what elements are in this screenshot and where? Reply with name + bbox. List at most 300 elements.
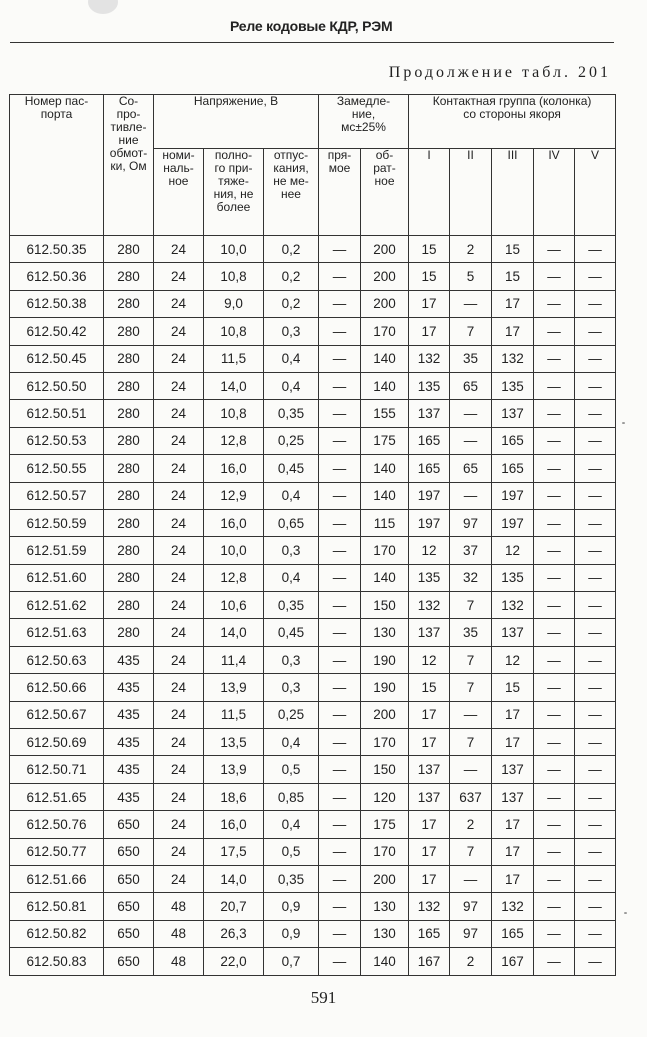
cell-delay-direct: — xyxy=(319,729,361,756)
cell-contact-col-1: 165 xyxy=(409,427,450,454)
cell-delay-direct: — xyxy=(319,592,361,619)
cell-passport-number: 612.50.66 xyxy=(10,674,104,701)
cell-delay-reverse: 170 xyxy=(361,318,409,345)
cell-contact-col-3: 165 xyxy=(492,427,534,454)
cell-contact-col-3: 137 xyxy=(492,783,534,810)
cell-contact-col-4: — xyxy=(534,729,575,756)
cell-voltage-nominal: 24 xyxy=(154,455,204,482)
cell-contact-col-3: 165 xyxy=(492,920,534,947)
cell-contact-col-2: 2 xyxy=(450,236,492,263)
cell-contact-col-3: 197 xyxy=(492,509,534,536)
cell-contact-col-1: 17 xyxy=(409,865,450,892)
cell-voltage-full-pickup: 14,0 xyxy=(204,372,264,399)
cell-contact-col-2: 2 xyxy=(450,948,492,975)
running-head: Реле кодовые КДР, РЭМ xyxy=(230,18,393,34)
cell-passport-number: 612.51.63 xyxy=(10,619,104,646)
cell-voltage-nominal: 48 xyxy=(154,948,204,975)
cell-resistance: 280 xyxy=(104,427,154,454)
table-row xyxy=(10,509,616,536)
cell-contact-col-1: 15 xyxy=(409,236,450,263)
cell-contact-col-1: 17 xyxy=(409,290,450,317)
table-row xyxy=(10,290,616,317)
cell-contact-col-5: — xyxy=(575,838,616,865)
cell-delay-direct: — xyxy=(319,509,361,536)
cell-contact-col-5: — xyxy=(575,537,616,564)
header-contact-col-3: III xyxy=(492,149,534,236)
cell-voltage-nominal: 24 xyxy=(154,619,204,646)
cell-contact-col-1: 12 xyxy=(409,537,450,564)
cell-delay-direct: — xyxy=(319,482,361,509)
cell-contact-col-4: — xyxy=(534,783,575,810)
table-continuation-label: Продолжение табл. 201 xyxy=(388,64,611,81)
cell-contact-col-3: 165 xyxy=(492,455,534,482)
cell-resistance: 280 xyxy=(104,509,154,536)
cell-voltage-full-pickup: 10,8 xyxy=(204,318,264,345)
cell-contact-col-4: — xyxy=(534,920,575,947)
cell-delay-direct: — xyxy=(319,811,361,838)
cell-delay-direct: — xyxy=(319,674,361,701)
cell-contact-col-4: — xyxy=(534,865,575,892)
cell-contact-col-2: 97 xyxy=(450,920,492,947)
cell-contact-col-1: 167 xyxy=(409,948,450,975)
cell-contact-col-5: — xyxy=(575,345,616,372)
table-row xyxy=(10,427,616,454)
cell-voltage-release: 0,35 xyxy=(264,592,319,619)
cell-contact-col-1: 135 xyxy=(409,372,450,399)
cell-delay-reverse: 190 xyxy=(361,646,409,673)
cell-contact-col-4: — xyxy=(534,482,575,509)
cell-contact-col-3: 167 xyxy=(492,948,534,975)
cell-resistance: 280 xyxy=(104,236,154,263)
cell-contact-col-2: — xyxy=(450,427,492,454)
scan-speck xyxy=(624,912,627,914)
cell-resistance: 435 xyxy=(104,729,154,756)
cell-voltage-release: 0,5 xyxy=(264,838,319,865)
cell-contact-col-2: 7 xyxy=(450,646,492,673)
cell-passport-number: 612.51.59 xyxy=(10,537,104,564)
cell-contact-col-5: — xyxy=(575,811,616,838)
cell-contact-col-3: 17 xyxy=(492,290,534,317)
cell-contact-col-2: 7 xyxy=(450,838,492,865)
cell-voltage-full-pickup: 13,5 xyxy=(204,729,264,756)
cell-voltage-release: 0,9 xyxy=(264,893,319,920)
header-voltage-nominal: номи- наль- ное xyxy=(154,149,204,236)
table-row xyxy=(10,729,616,756)
cell-contact-col-1: 17 xyxy=(409,701,450,728)
cell-delay-reverse: 175 xyxy=(361,427,409,454)
header-delay-direct: пря- мое xyxy=(319,149,361,236)
cell-contact-col-5: — xyxy=(575,619,616,646)
cell-contact-col-4: — xyxy=(534,838,575,865)
table-row xyxy=(10,893,616,920)
cell-delay-reverse: 155 xyxy=(361,400,409,427)
cell-delay-direct: — xyxy=(319,893,361,920)
cell-resistance: 280 xyxy=(104,290,154,317)
table-row xyxy=(10,372,616,399)
cell-contact-col-5: — xyxy=(575,920,616,947)
cell-contact-col-2: — xyxy=(450,701,492,728)
cell-contact-col-4: — xyxy=(534,345,575,372)
cell-resistance: 280 xyxy=(104,455,154,482)
cell-voltage-full-pickup: 14,0 xyxy=(204,865,264,892)
cell-voltage-full-pickup: 10,0 xyxy=(204,236,264,263)
cell-contact-col-2: 2 xyxy=(450,811,492,838)
cell-delay-direct: — xyxy=(319,564,361,591)
cell-contact-col-1: 132 xyxy=(409,893,450,920)
cell-delay-reverse: 200 xyxy=(361,263,409,290)
cell-contact-col-5: — xyxy=(575,318,616,345)
cell-contact-col-4: — xyxy=(534,674,575,701)
cell-delay-direct: — xyxy=(319,701,361,728)
cell-contact-col-2: 7 xyxy=(450,729,492,756)
cell-contact-col-5: — xyxy=(575,756,616,783)
table-row xyxy=(10,400,616,427)
cell-voltage-release: 0,45 xyxy=(264,455,319,482)
cell-delay-direct: — xyxy=(319,646,361,673)
cell-delay-reverse: 120 xyxy=(361,783,409,810)
cell-voltage-nominal: 24 xyxy=(154,674,204,701)
cell-resistance: 650 xyxy=(104,893,154,920)
cell-contact-col-5: — xyxy=(575,592,616,619)
cell-voltage-nominal: 24 xyxy=(154,646,204,673)
cell-contact-col-3: 137 xyxy=(492,400,534,427)
cell-contact-col-3: 135 xyxy=(492,372,534,399)
cell-contact-col-1: 135 xyxy=(409,564,450,591)
cell-contact-col-1: 15 xyxy=(409,263,450,290)
cell-contact-col-2: 35 xyxy=(450,619,492,646)
table-row xyxy=(10,236,616,263)
cell-contact-col-2: 65 xyxy=(450,372,492,399)
cell-voltage-release: 0,45 xyxy=(264,619,319,646)
cell-delay-reverse: 200 xyxy=(361,236,409,263)
cell-voltage-full-pickup: 13,9 xyxy=(204,756,264,783)
table-row xyxy=(10,345,616,372)
cell-contact-col-4: — xyxy=(534,646,575,673)
cell-contact-col-5: — xyxy=(575,263,616,290)
cell-contact-col-4: — xyxy=(534,948,575,975)
cell-passport-number: 612.50.63 xyxy=(10,646,104,673)
cell-delay-reverse: 170 xyxy=(361,537,409,564)
cell-contact-col-5: — xyxy=(575,482,616,509)
cell-delay-reverse: 170 xyxy=(361,729,409,756)
cell-voltage-full-pickup: 9,0 xyxy=(204,290,264,317)
cell-contact-col-3: 15 xyxy=(492,263,534,290)
table-row xyxy=(10,318,616,345)
cell-resistance: 650 xyxy=(104,920,154,947)
cell-voltage-full-pickup: 26,3 xyxy=(204,920,264,947)
cell-resistance: 280 xyxy=(104,592,154,619)
cell-contact-col-4: — xyxy=(534,427,575,454)
cell-passport-number: 612.50.59 xyxy=(10,509,104,536)
cell-voltage-full-pickup: 16,0 xyxy=(204,509,264,536)
cell-passport-number: 612.50.82 xyxy=(10,920,104,947)
relay-table xyxy=(9,94,616,976)
cell-voltage-release: 0,4 xyxy=(264,372,319,399)
cell-contact-col-1: 17 xyxy=(409,318,450,345)
cell-contact-col-1: 165 xyxy=(409,920,450,947)
cell-contact-col-3: 17 xyxy=(492,838,534,865)
table-row xyxy=(10,592,616,619)
header-delay-reverse: об- рат- ное xyxy=(361,149,409,236)
cell-contact-col-1: 17 xyxy=(409,729,450,756)
cell-resistance: 280 xyxy=(104,482,154,509)
cell-voltage-release: 0,65 xyxy=(264,509,319,536)
cell-resistance: 280 xyxy=(104,263,154,290)
table-row xyxy=(10,948,616,975)
cell-voltage-release: 0,4 xyxy=(264,482,319,509)
cell-voltage-release: 0,35 xyxy=(264,865,319,892)
cell-voltage-release: 0,2 xyxy=(264,290,319,317)
cell-resistance: 280 xyxy=(104,619,154,646)
cell-delay-direct: — xyxy=(319,318,361,345)
cell-voltage-full-pickup: 11,4 xyxy=(204,646,264,673)
cell-voltage-release: 0,4 xyxy=(264,811,319,838)
cell-voltage-full-pickup: 13,9 xyxy=(204,674,264,701)
cell-contact-col-1: 132 xyxy=(409,345,450,372)
cell-resistance: 435 xyxy=(104,701,154,728)
cell-contact-col-5: — xyxy=(575,701,616,728)
cell-voltage-full-pickup: 10,8 xyxy=(204,400,264,427)
cell-contact-col-2: 97 xyxy=(450,893,492,920)
header-contact-col-5: V xyxy=(575,149,616,236)
page-number: 591 xyxy=(310,988,337,1007)
cell-delay-reverse: 150 xyxy=(361,756,409,783)
cell-contact-col-2: — xyxy=(450,865,492,892)
cell-contact-col-5: — xyxy=(575,564,616,591)
cell-contact-col-3: 132 xyxy=(492,592,534,619)
cell-contact-col-2: 32 xyxy=(450,564,492,591)
cell-voltage-nominal: 24 xyxy=(154,701,204,728)
cell-delay-direct: — xyxy=(319,838,361,865)
cell-contact-col-3: 137 xyxy=(492,619,534,646)
table-row xyxy=(10,537,616,564)
scan-speck xyxy=(622,422,625,424)
cell-resistance: 280 xyxy=(104,537,154,564)
cell-contact-col-5: — xyxy=(575,236,616,263)
cell-passport-number: 612.50.38 xyxy=(10,290,104,317)
cell-contact-col-2: 7 xyxy=(450,674,492,701)
cell-delay-direct: — xyxy=(319,263,361,290)
cell-delay-direct: — xyxy=(319,372,361,399)
cell-voltage-nominal: 24 xyxy=(154,372,204,399)
cell-contact-col-5: — xyxy=(575,427,616,454)
header-voltage-release: отпус- кания, не ме- нее xyxy=(264,149,319,236)
cell-contact-col-3: 132 xyxy=(492,893,534,920)
header-contact-col-2: II xyxy=(450,149,492,236)
cell-voltage-full-pickup: 20,7 xyxy=(204,893,264,920)
cell-contact-col-4: — xyxy=(534,811,575,838)
cell-contact-col-2: 97 xyxy=(450,509,492,536)
cell-contact-col-1: 17 xyxy=(409,838,450,865)
cell-passport-number: 612.50.42 xyxy=(10,318,104,345)
cell-passport-number: 612.50.55 xyxy=(10,455,104,482)
page-corner-mark xyxy=(88,0,118,14)
cell-voltage-nominal: 24 xyxy=(154,482,204,509)
cell-delay-reverse: 175 xyxy=(361,811,409,838)
cell-contact-col-2: — xyxy=(450,756,492,783)
cell-resistance: 650 xyxy=(104,811,154,838)
cell-contact-col-3: 17 xyxy=(492,811,534,838)
cell-voltage-release: 0,25 xyxy=(264,701,319,728)
cell-voltage-release: 0,2 xyxy=(264,236,319,263)
cell-contact-col-5: — xyxy=(575,509,616,536)
cell-voltage-full-pickup: 11,5 xyxy=(204,701,264,728)
cell-delay-reverse: 140 xyxy=(361,564,409,591)
cell-contact-col-2: — xyxy=(450,290,492,317)
cell-passport-number: 612.50.81 xyxy=(10,893,104,920)
cell-voltage-full-pickup: 10,0 xyxy=(204,537,264,564)
cell-delay-direct: — xyxy=(319,236,361,263)
cell-voltage-nominal: 24 xyxy=(154,318,204,345)
cell-voltage-nominal: 24 xyxy=(154,838,204,865)
cell-delay-direct: — xyxy=(319,290,361,317)
cell-contact-col-2: 7 xyxy=(450,318,492,345)
table-row xyxy=(10,455,616,482)
cell-voltage-nominal: 24 xyxy=(154,564,204,591)
header-contact-col-1: I xyxy=(409,149,450,236)
cell-delay-reverse: 200 xyxy=(361,701,409,728)
cell-contact-col-3: 17 xyxy=(492,318,534,345)
cell-delay-reverse: 200 xyxy=(361,290,409,317)
cell-voltage-full-pickup: 16,0 xyxy=(204,455,264,482)
table-row xyxy=(10,674,616,701)
cell-resistance: 280 xyxy=(104,345,154,372)
cell-voltage-nominal: 24 xyxy=(154,509,204,536)
cell-delay-reverse: 150 xyxy=(361,592,409,619)
cell-voltage-nominal: 24 xyxy=(154,783,204,810)
cell-passport-number: 612.50.57 xyxy=(10,482,104,509)
cell-resistance: 650 xyxy=(104,838,154,865)
table-row xyxy=(10,865,616,892)
table-row xyxy=(10,701,616,728)
cell-contact-col-1: 165 xyxy=(409,455,450,482)
cell-contact-col-5: — xyxy=(575,948,616,975)
cell-contact-col-1: 137 xyxy=(409,619,450,646)
cell-contact-col-3: 15 xyxy=(492,674,534,701)
cell-delay-direct: — xyxy=(319,619,361,646)
header-rule xyxy=(10,42,614,43)
cell-delay-direct: — xyxy=(319,345,361,372)
cell-delay-direct: — xyxy=(319,865,361,892)
cell-contact-col-5: — xyxy=(575,455,616,482)
cell-voltage-nominal: 24 xyxy=(154,729,204,756)
cell-passport-number: 612.50.69 xyxy=(10,729,104,756)
cell-delay-reverse: 170 xyxy=(361,838,409,865)
cell-resistance: 280 xyxy=(104,318,154,345)
cell-contact-col-2: 37 xyxy=(450,537,492,564)
cell-contact-col-4: — xyxy=(534,263,575,290)
cell-resistance: 435 xyxy=(104,756,154,783)
cell-voltage-nominal: 24 xyxy=(154,236,204,263)
cell-resistance: 280 xyxy=(104,564,154,591)
cell-voltage-release: 0,25 xyxy=(264,427,319,454)
cell-delay-direct: — xyxy=(319,400,361,427)
table-row xyxy=(10,920,616,947)
cell-contact-col-4: — xyxy=(534,290,575,317)
cell-contact-col-3: 137 xyxy=(492,756,534,783)
cell-contact-col-3: 197 xyxy=(492,482,534,509)
cell-voltage-full-pickup: 12,8 xyxy=(204,427,264,454)
cell-contact-col-3: 12 xyxy=(492,646,534,673)
cell-resistance: 435 xyxy=(104,674,154,701)
cell-resistance: 435 xyxy=(104,783,154,810)
header-delay: Замедле- ние, мс±25% xyxy=(319,95,409,149)
cell-delay-reverse: 130 xyxy=(361,893,409,920)
cell-voltage-full-pickup: 18,6 xyxy=(204,783,264,810)
cell-delay-reverse: 140 xyxy=(361,455,409,482)
cell-voltage-nominal: 24 xyxy=(154,811,204,838)
table-body xyxy=(10,236,616,976)
cell-voltage-release: 0,7 xyxy=(264,948,319,975)
cell-contact-col-1: 197 xyxy=(409,482,450,509)
cell-contact-col-4: — xyxy=(534,701,575,728)
cell-voltage-nominal: 24 xyxy=(154,345,204,372)
cell-resistance: 280 xyxy=(104,400,154,427)
table-row xyxy=(10,756,616,783)
cell-contact-col-2: 7 xyxy=(450,592,492,619)
cell-delay-reverse: 190 xyxy=(361,674,409,701)
cell-contact-col-5: — xyxy=(575,290,616,317)
cell-contact-col-5: — xyxy=(575,372,616,399)
cell-delay-reverse: 140 xyxy=(361,948,409,975)
cell-contact-col-3: 15 xyxy=(492,236,534,263)
cell-delay-reverse: 115 xyxy=(361,509,409,536)
cell-voltage-release: 0,4 xyxy=(264,564,319,591)
cell-contact-col-4: — xyxy=(534,537,575,564)
table-row xyxy=(10,783,616,810)
cell-contact-col-4: — xyxy=(534,592,575,619)
cell-delay-reverse: 130 xyxy=(361,619,409,646)
cell-voltage-full-pickup: 11,5 xyxy=(204,345,264,372)
cell-delay-reverse: 200 xyxy=(361,865,409,892)
cell-voltage-full-pickup: 14,0 xyxy=(204,619,264,646)
cell-voltage-nominal: 24 xyxy=(154,592,204,619)
header-voltage: Напряжение, В xyxy=(154,95,319,149)
cell-contact-col-3: 12 xyxy=(492,537,534,564)
cell-contact-col-4: — xyxy=(534,318,575,345)
cell-voltage-release: 0,5 xyxy=(264,756,319,783)
cell-contact-col-2: 35 xyxy=(450,345,492,372)
cell-passport-number: 612.50.71 xyxy=(10,756,104,783)
cell-voltage-release: 0,35 xyxy=(264,400,319,427)
cell-passport-number: 612.50.35 xyxy=(10,236,104,263)
cell-passport-number: 612.50.51 xyxy=(10,400,104,427)
cell-contact-col-4: — xyxy=(534,400,575,427)
cell-contact-col-1: 12 xyxy=(409,646,450,673)
cell-delay-direct: — xyxy=(319,427,361,454)
cell-resistance: 435 xyxy=(104,646,154,673)
table-row xyxy=(10,646,616,673)
cell-contact-col-1: 137 xyxy=(409,783,450,810)
cell-contact-col-1: 197 xyxy=(409,509,450,536)
cell-contact-col-4: — xyxy=(534,756,575,783)
cell-contact-col-3: 132 xyxy=(492,345,534,372)
cell-voltage-nominal: 48 xyxy=(154,893,204,920)
cell-contact-col-2: — xyxy=(450,400,492,427)
cell-passport-number: 612.50.45 xyxy=(10,345,104,372)
cell-contact-col-3: 135 xyxy=(492,564,534,591)
header-contact-col-4: IV xyxy=(534,149,575,236)
cell-contact-col-5: — xyxy=(575,865,616,892)
cell-passport-number: 612.50.53 xyxy=(10,427,104,454)
cell-contact-col-4: — xyxy=(534,455,575,482)
cell-delay-direct: — xyxy=(319,537,361,564)
cell-contact-col-4: — xyxy=(534,509,575,536)
cell-delay-direct: — xyxy=(319,920,361,947)
cell-contact-col-3: 17 xyxy=(492,865,534,892)
cell-resistance: 650 xyxy=(104,948,154,975)
cell-passport-number: 612.50.77 xyxy=(10,838,104,865)
